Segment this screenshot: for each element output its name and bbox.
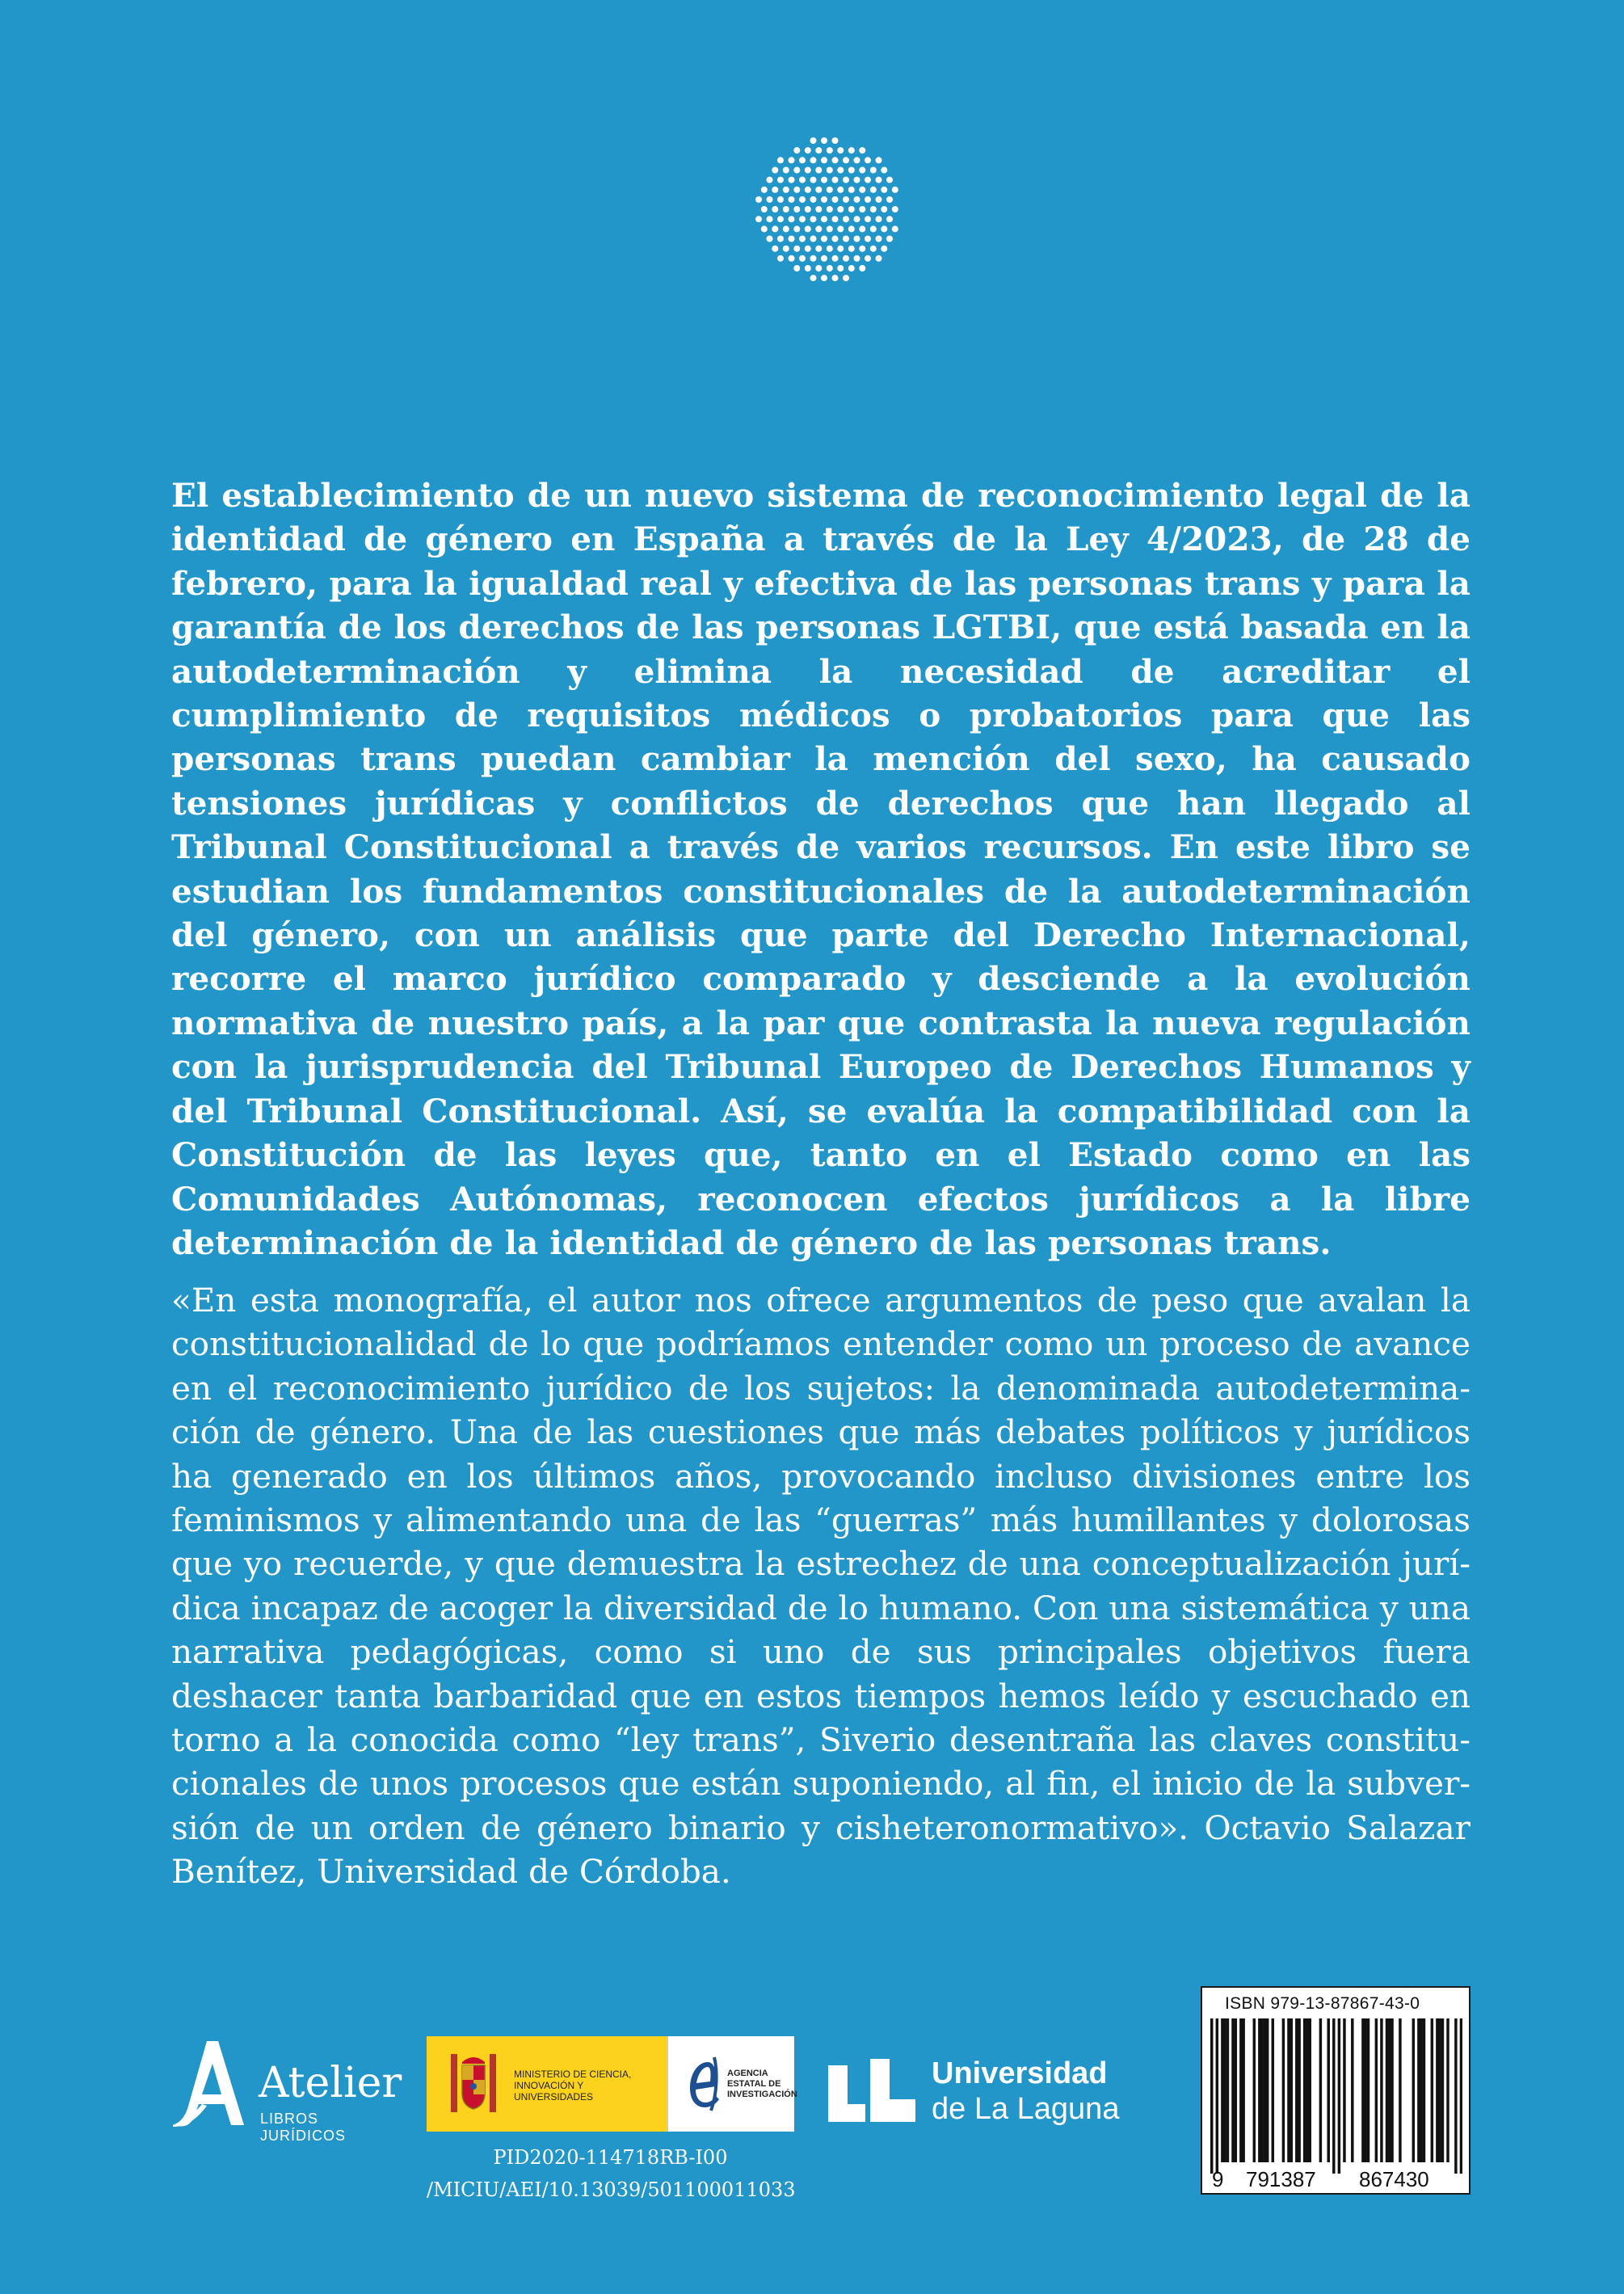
aei-logo-icon (684, 2054, 722, 2114)
barcode-bars (1210, 2018, 1462, 2174)
barcode-digits (1210, 2167, 1462, 2191)
university-logo (828, 2052, 1151, 2125)
isbn-label: ISBN 979-13-87867-43-0 (1225, 1994, 1420, 2013)
grant-reference (427, 2141, 794, 2206)
grant-code: PID2020-114718RB-I00 (493, 2146, 728, 2169)
ministry-name: MINISTERIO DE CIENCIA, INNOVACIÓN Y UNIVERSIDADES (514, 2069, 632, 2102)
barcode-digit-group2: 867430 (1359, 2167, 1429, 2191)
barcode-digit-first: 9 (1212, 2167, 1224, 2191)
review-quote: «En esta monografía, el autor nos ofrece argumentos de peso que avalan la constitucionalidad de lo que podríamos entender como un proceso de avance en el reconocimiento jurídico de los sujetos: la denominada autodeterminación de género. Una de las cuestiones que más debates políticos y jurídicos ha generado en los últimos años, provocando incluso divisiones entre los feminismos y alimentando una de las “guerras” más humillantes y dolorosas que yo recuerde, y que demuestra la estrechez de una conceptualización jurídica incapaz de acoger la diversidad de lo humano. Con una sistemática y una narrativa pedagógicas, como si uno de sus principales objetivos fuera deshacer tanta barbaridad que en estos tiempos hemos leído y escuchado en torno a la conocida como “ley trans”, Siverio desentraña las claves constitucionales de unos procesos que están suponiendo, al fin, el inicio de la subversión de un orden de género binario y cisheteronormativo». Octavio Salazar Benítez, Universidad de Córdoba. (171, 1281, 1470, 1892)
university-name-line2: de La Laguna (932, 2092, 1120, 2126)
ull-logo-icon (828, 2059, 917, 2124)
publisher-subtitle: LIBROS JURÍDICOS (260, 2111, 347, 2144)
ministry-logo (427, 2036, 667, 2132)
barcode-digit-group1: 791387 (1246, 2167, 1316, 2191)
dot-pattern-logo-icon (755, 137, 901, 283)
logo-divider (667, 2036, 668, 2132)
atelier-a-logo-icon (170, 2036, 250, 2133)
agency-name: AGENCIA ESTATAL DE INVESTIGACIÓN (727, 2069, 797, 2099)
publisher-name: Atelier (259, 2059, 402, 2107)
isbn-barcode (1201, 1986, 1470, 2195)
book-description: El establecimiento de un nuevo sistema de reconocimiento legal de la identidad de género en España a través de la Ley 4/2023, de 28 de febrero, para la igualdad real y efectiva de las personas trans y para la garantía de los derechos de las personas LGTBI, que está basada en la autodeterminación y elimina la necesidad de acreditar el cumplimiento de requisitos médicos o probatorios para que las personas trans puedan cambiar la mención del sexo, ha causado tensiones jurídicas y conflictos de derechos que han llegado al Tribunal Constitucional a través de varios recursos. En este libro se estudian los fundamentos constitucionales de la autodeterminación del género, con un análisis que parte del Derecho Internacional, recorre el marco jurídico comparado y desciende a la evolución normativa de nuestro país, a la par que contrasta la nueva regulación con la jurisprudencia del Tribunal Europeo de Derechos Humanos y del Tribunal Constitucional. Así, se evalúa la compatibilidad con la Constitución de las leyes que, tanto en el Estado como en las Comunidades Autónomas, reconocen efectos jurídicos a la libre determinación de la identidad de género de las personas trans. (171, 476, 1470, 1262)
coat-of-arms-icon (444, 2051, 503, 2117)
funding-logos (427, 2036, 797, 2132)
publisher-logo (170, 2036, 404, 2144)
grant-doi: /MICIU/AEI/10.13039/501100011033 (427, 2178, 796, 2201)
university-name-line1: Universidad (932, 2056, 1108, 2090)
